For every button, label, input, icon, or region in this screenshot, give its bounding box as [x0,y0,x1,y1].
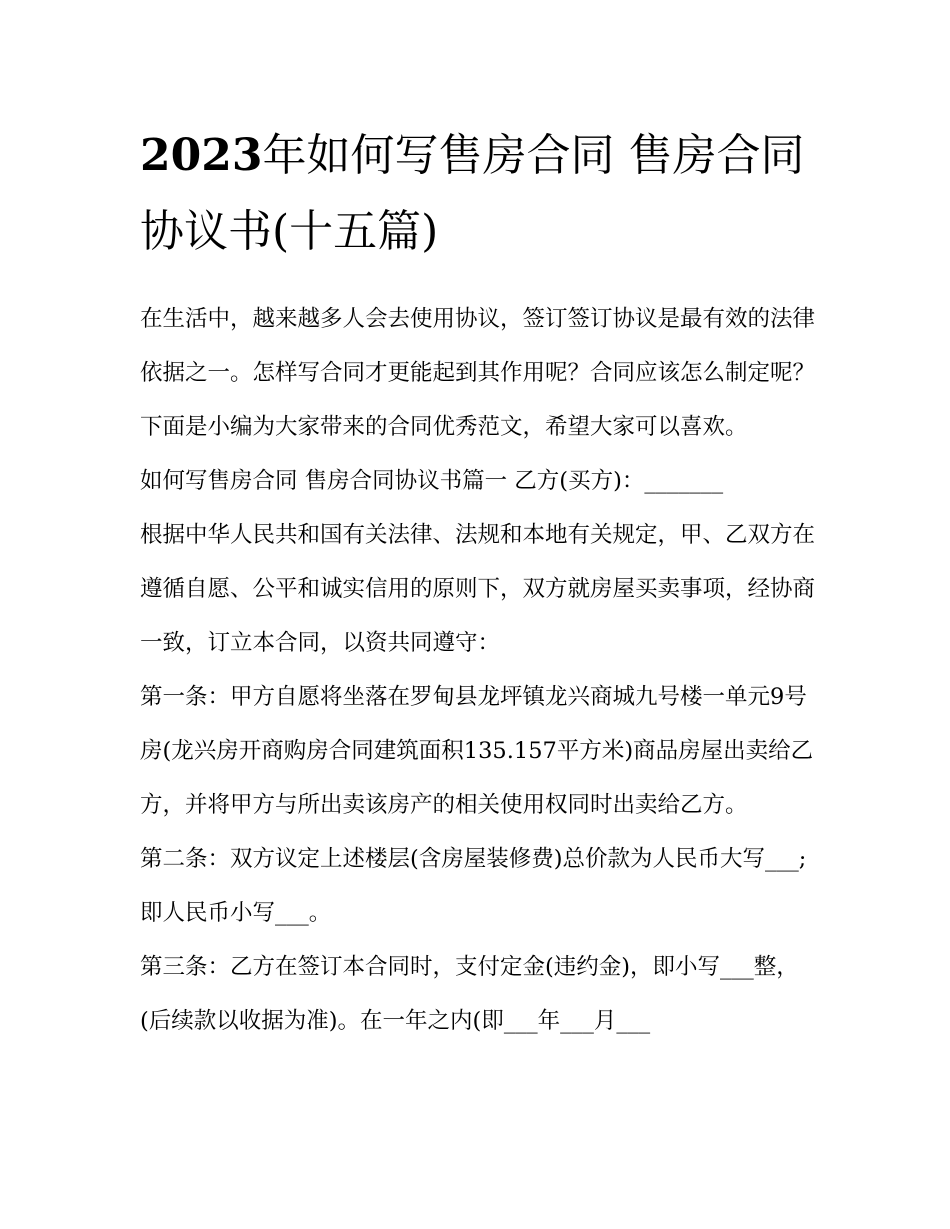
clause-2: 第二条：双方议定上述楼层(含房屋装修费)总价款为人民币大写___;即人民币小写___。 [140,846,807,926]
document-body [140,118,820,1048]
preamble-paragraph: 根据中华人民共和国有关法律、法规和本地有关规定，甲、乙双方在遵循自愿、公平和诚实信用的原则下，双方就房屋买卖事项，经协商一致，订立本合同，以资共同遵守： [140,522,816,656]
intro-paragraph: 在生活中，越来越多人会去使用协议，签订签订协议是最有效的法律依据之一。怎样写合同才更能起到其作用呢？合同应该怎么制定呢？下面是小编为大家带来的合同优秀范文，希望大家可以喜欢。 [140,306,816,440]
clause-1: 第一条：甲方自愿将坐落在罗甸县龙坪镇龙兴商城九号楼一单元9号房(龙兴房开商购房合同建筑面积135.157平方米)商品房屋出卖给乙方，并将甲方与所出卖该房产的相关使用权同时出卖给乙方。 [140,684,814,818]
title-text: 年如何写售房合同 售房合同协议书(十五篇) [140,130,805,257]
document-title [140,118,820,270]
section-heading: 如何写售房合同 售房合同协议书篇一 乙方(买方)：_______ [140,468,724,494]
title-year: 2023 [140,130,263,181]
clause-3: 第三条：乙方在签订本合同时，支付定金(违约金)，即小写___整，(后续款以收据为准)。在一年之内(即___年___月___ [140,954,799,1034]
